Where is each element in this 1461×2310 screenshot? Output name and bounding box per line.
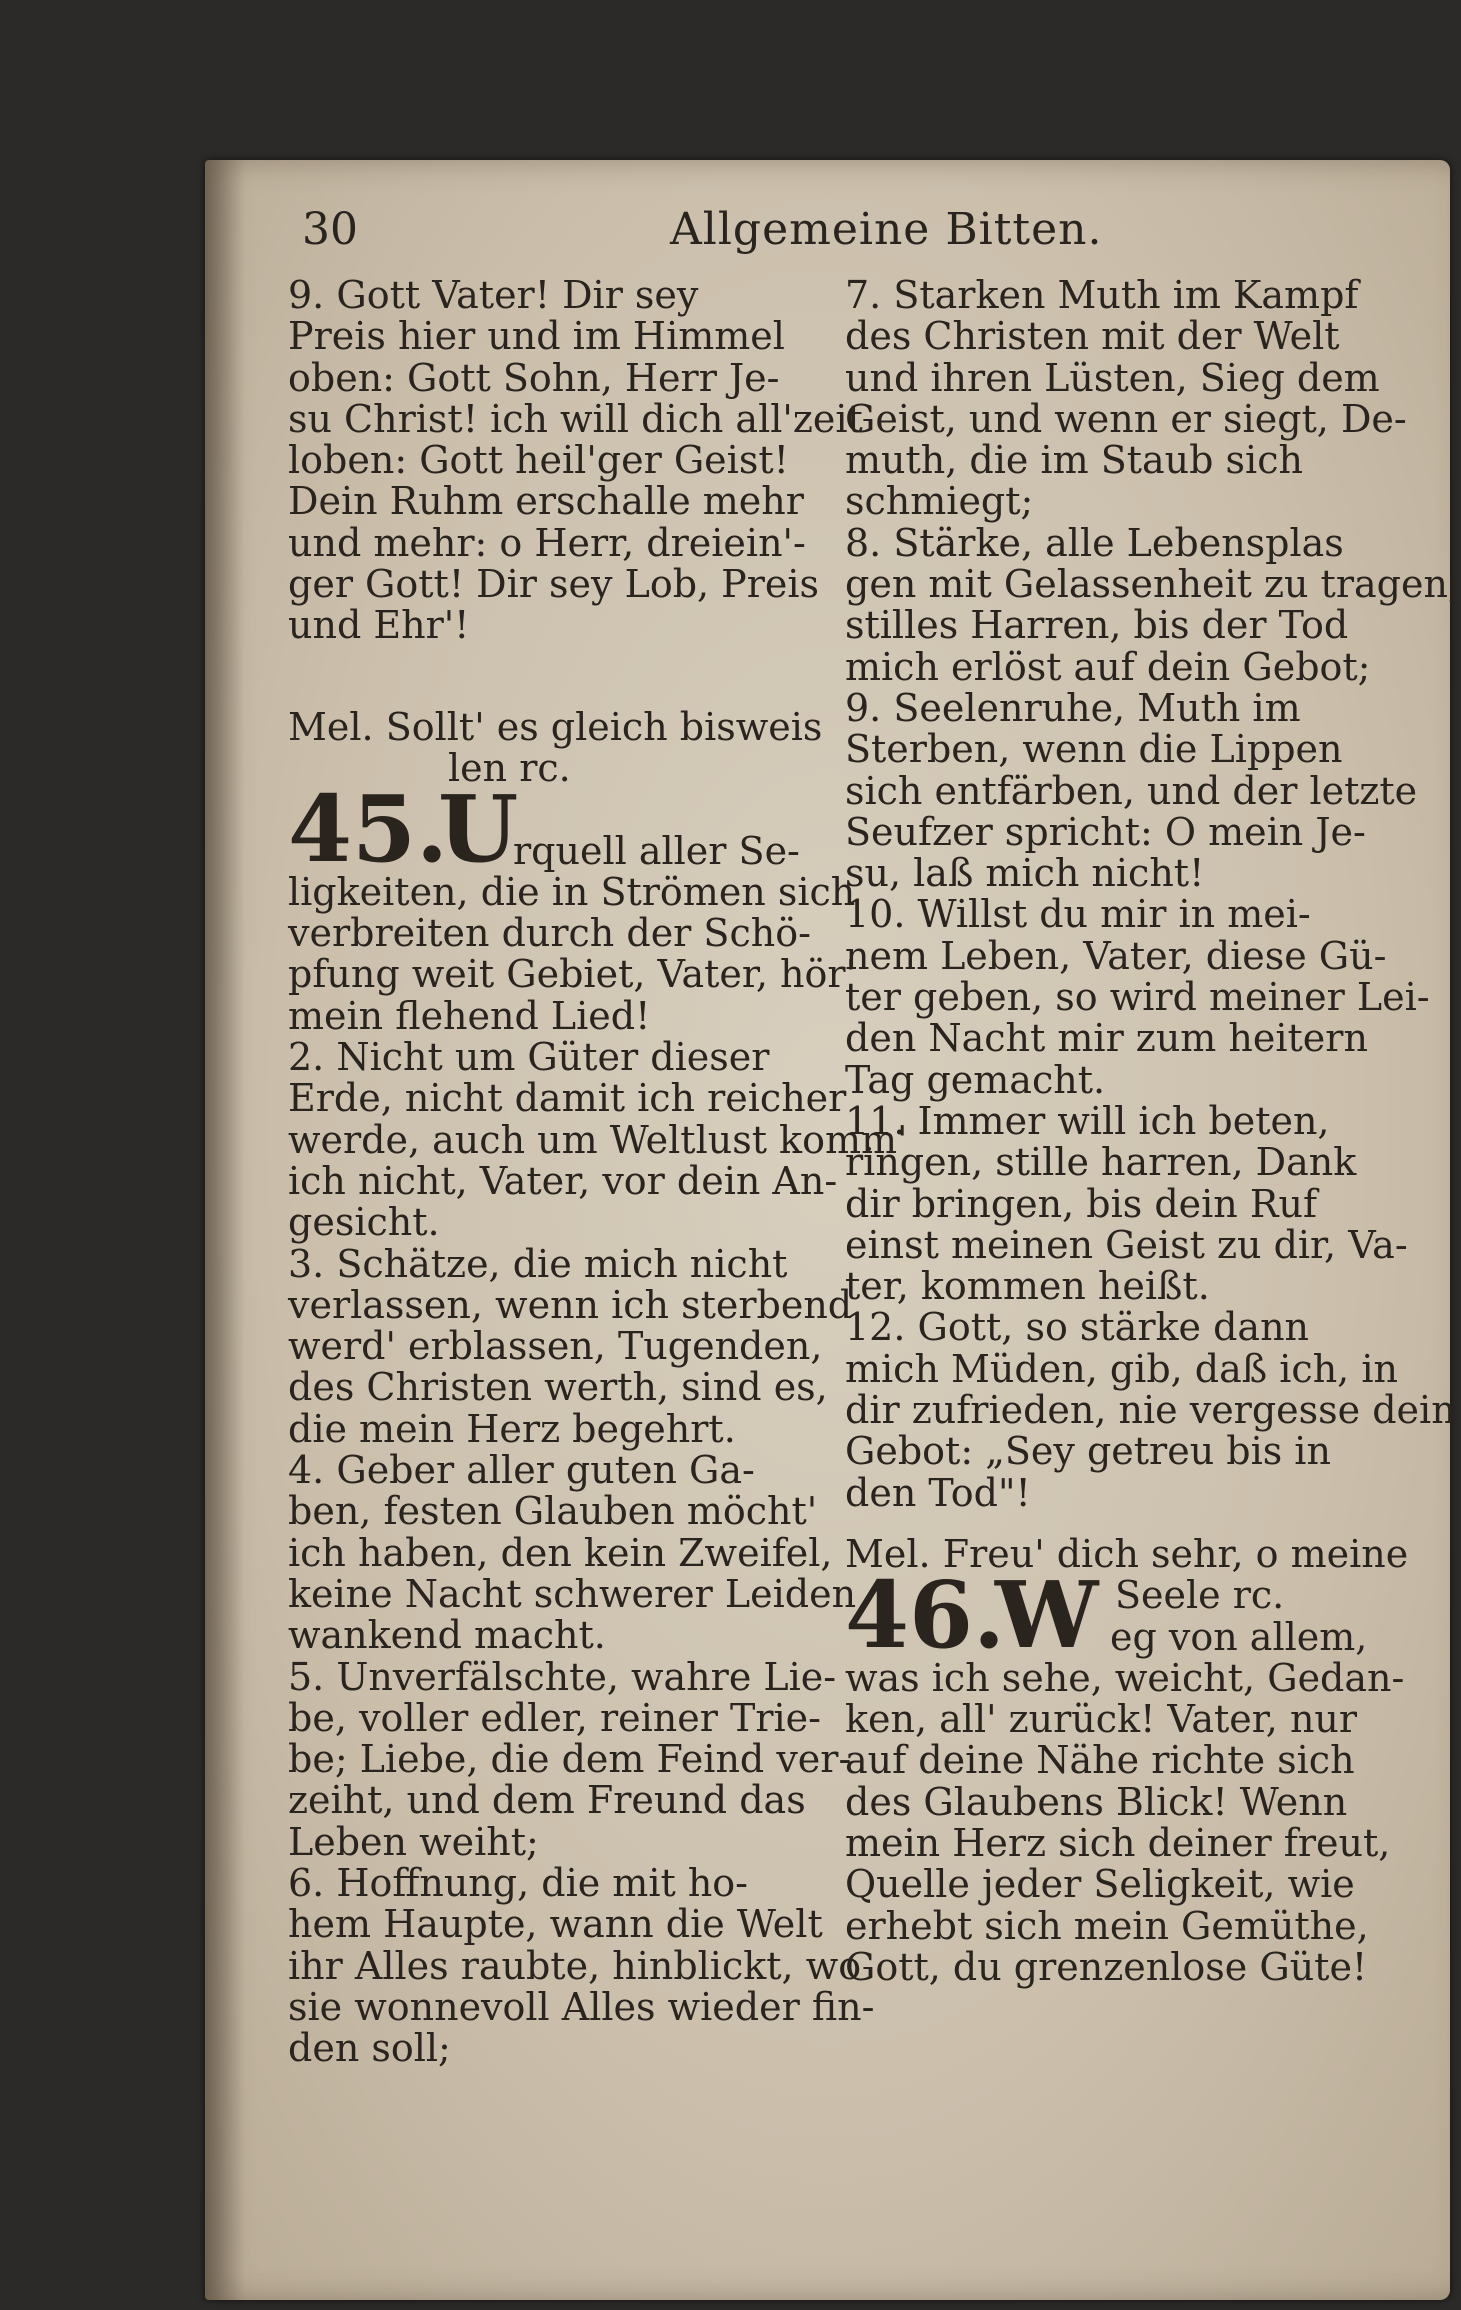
melody-line: Mel. Sollt' es gleich bisweis: [288, 704, 823, 749]
text-line: 10. Willst du mir in mei-: [845, 892, 1311, 937]
text-line: be; Liebe, die dem Feind ver-: [288, 1737, 852, 1782]
text-line: sie wonnevoll Alles wieder fin-: [288, 1984, 875, 2029]
text-line: Tag gemacht.: [845, 1057, 1106, 1102]
hymn-first-line: rquell aller Se-: [513, 828, 800, 873]
left-column: [288, 273, 908, 2071]
text-line: des Christen mit der Welt: [845, 314, 1340, 359]
text-line: 7. Starken Muth im Kampf: [845, 273, 1359, 317]
text-line: erhebt sich mein Gemüthe,: [845, 1903, 1369, 1948]
text-line: mein Herz sich deiner freut,: [845, 1820, 1391, 1865]
text-line: 3. Schätze, die mich nicht: [288, 1241, 788, 1286]
text-line: mich erlöst auf dein Gebot;: [845, 644, 1371, 689]
text-line: mich Müden, gib, daß ich, in: [845, 1346, 1398, 1391]
text-line: werde, auch um Weltlust komm': [288, 1117, 908, 1162]
text-line: su, laß mich nicht!: [845, 851, 1205, 896]
text-line: ligkeiten, die in Strömen sich: [288, 869, 856, 914]
running-title: Allgemeine Bitten.: [670, 204, 1103, 255]
text-line: Sterben, wenn die Lippen: [845, 727, 1343, 772]
text-line: wankend macht.: [288, 1613, 606, 1658]
right-bottom-verses: [845, 1655, 1405, 1989]
text-line: den Tod"!: [845, 1470, 1031, 1515]
text-line: sich entfärben, und der letzte: [845, 768, 1418, 813]
text-line: ich nicht, Vater, vor dein An-: [288, 1158, 838, 1203]
text-line: Preis hier und im Himmel: [288, 314, 785, 359]
hymn-start: [288, 775, 813, 884]
text-line: loben: Gott heil'ger Geist!: [288, 438, 789, 483]
text-line: nem Leben, Vater, diese Gü-: [845, 933, 1387, 978]
text-line: und ihren Lüsten, Sieg dem: [845, 355, 1380, 400]
text-line: Dein Ruhm erschalle mehr: [288, 479, 804, 524]
text-line: 5. Unverfälschte, wahre Lie-: [288, 1654, 837, 1699]
text-line: ben, festen Glauben möcht': [288, 1489, 818, 1534]
text-line: 8. Stärke, alle Lebensplas: [845, 520, 1344, 565]
text-line: den Nacht mir zum heitern: [845, 1016, 1368, 1061]
hymn-number: 46.: [845, 1561, 1006, 1670]
text-line: ken, all' zurück! Vater, nur: [845, 1697, 1358, 1742]
hymn-first-line: eg von allem,: [1110, 1614, 1368, 1659]
running-head: [290, 200, 1340, 260]
text-line: auf deine Nähe richte sich: [845, 1738, 1355, 1783]
text-line: und mehr: o Herr, dreiein'-: [288, 520, 806, 565]
page-number: 30: [302, 204, 358, 255]
right-top-verses: [845, 273, 1461, 1515]
text-line: des Glaubens Blick! Wenn: [845, 1779, 1348, 1824]
text-line: 11. Immer will ich beten,: [845, 1098, 1330, 1143]
text-line: und Ehr'!: [288, 603, 470, 648]
text-line: gen mit Gelassenheit zu tragen;: [845, 562, 1461, 607]
text-line: verbreiten durch der Schö-: [288, 911, 811, 956]
page-gutter-shadow: [205, 160, 245, 2300]
left-top-verses: [288, 273, 863, 648]
text-line: verlassen, wenn ich sterbend: [288, 1282, 853, 1327]
text-line: einst meinen Geist zu dir, Va-: [845, 1222, 1408, 1267]
left-bottom-verses: [288, 869, 908, 2071]
text-line: 12. Gott, so stärke dann: [845, 1305, 1310, 1350]
text-line: 2. Nicht um Güter dieser: [288, 1035, 770, 1080]
text-line: was ich sehe, weicht, Gedan-: [845, 1655, 1405, 1700]
text-line: pfung weit Gebiet, Vater, hör': [288, 952, 856, 997]
text-line: oben: Gott Sohn, Herr Je-: [288, 355, 780, 400]
text-line: ihr Alles raubte, hinblickt, wo: [288, 1943, 862, 1988]
text-line: Geist, und wenn er siegt, De-: [845, 396, 1407, 441]
text-line: Quelle jeder Seligkeit, wie: [845, 1862, 1355, 1907]
text-line: Gott, du grenzenlose Güte!: [845, 1944, 1368, 1989]
text-line: muth, die im Staub sich: [845, 438, 1303, 483]
text-line: keine Nacht schwerer Leiden: [288, 1571, 857, 1616]
drop-cap: W: [995, 1561, 1099, 1670]
drop-cap: U: [438, 775, 519, 884]
text-line: des Christen werth, sind es,: [288, 1365, 828, 1410]
text-line: ich haben, den kein Zweifel,: [288, 1530, 833, 1575]
text-line: ringen, stille harren, Dank: [845, 1140, 1357, 1185]
text-line: Leben weiht;: [288, 1819, 539, 1864]
text-line: werd' erblassen, Tugenden,: [288, 1324, 823, 1369]
text-line: die mein Herz begehrt.: [288, 1406, 736, 1451]
text-line: 4. Geber aller guten Ga-: [288, 1448, 755, 1493]
melody-line: Mel. Freu' dich sehr, o meine: [845, 1531, 1409, 1576]
right-column: [845, 273, 1461, 1989]
text-line: ter geben, so wird meiner Lei-: [845, 975, 1430, 1020]
text-line: Gebot: „Sey getreu bis in: [845, 1429, 1331, 1474]
melody-line-continued: Seele rc.: [1115, 1573, 1285, 1618]
text-line: be, voller edler, reiner Trie-: [288, 1695, 821, 1740]
text-line: schmiegt;: [845, 479, 1034, 524]
melody-line-continued: len rc.: [448, 745, 571, 790]
text-line: stilles Harren, bis der Tod: [845, 603, 1349, 648]
text-line: dir bringen, bis dein Ruf: [845, 1181, 1318, 1226]
text-line: 9. Seelenruhe, Muth im: [845, 685, 1301, 730]
text-line: Seufzer spricht: O mein Je-: [845, 809, 1366, 854]
text-line: ger Gott! Dir sey Lob, Preis: [288, 562, 820, 607]
text-line: ter, kommen heißt.: [845, 1264, 1210, 1309]
text-line: su Christ! ich will dich all'zeit: [288, 396, 863, 441]
text-line: 9. Gott Vater! Dir sey: [288, 273, 699, 317]
text-line: hem Haupte, wann die Welt: [288, 1902, 823, 1947]
text-line: zeiht, und dem Freund das: [288, 1778, 806, 1823]
text-line: dir zufrieden, nie vergesse dein: [845, 1388, 1456, 1433]
hymn-number: 45.: [288, 775, 449, 884]
text-line: den soll;: [288, 2026, 451, 2071]
text-line: Erde, nicht damit ich reicher: [288, 1076, 847, 1121]
text-line: 6. Hoffnung, die mit ho-: [288, 1860, 749, 1905]
text-line: mein flehend Lied!: [288, 993, 651, 1038]
text-line: gesicht.: [288, 1200, 440, 1245]
hymn-start: [845, 1561, 1368, 1670]
